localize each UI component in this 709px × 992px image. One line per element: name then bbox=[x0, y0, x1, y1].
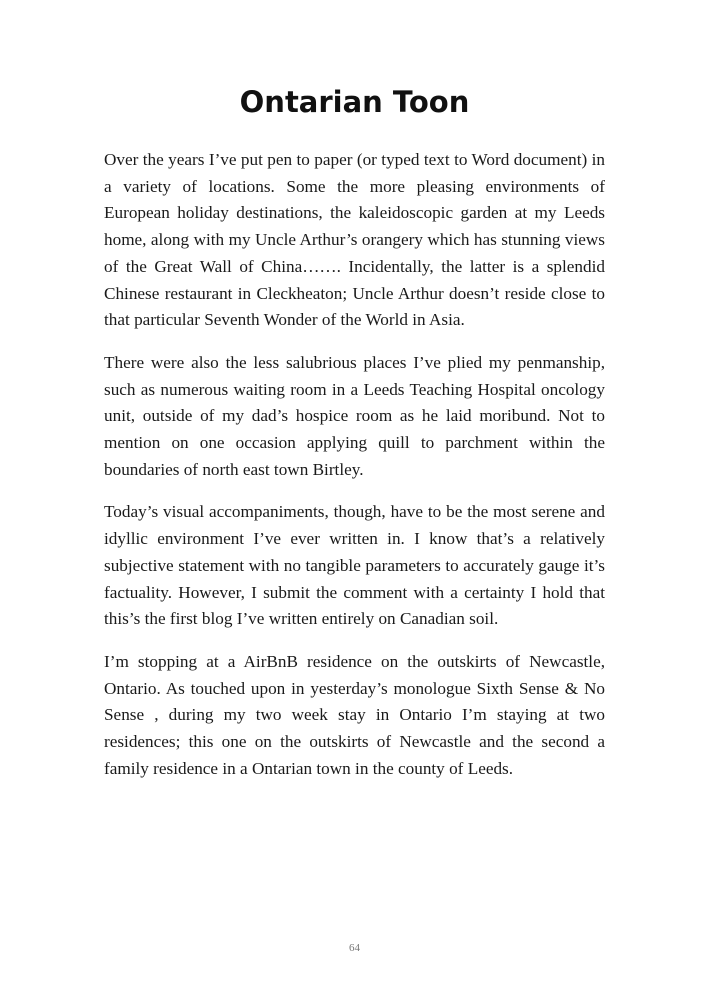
paragraph: Today’s visual accompaniments, though, have to be the most serene and idyllic environment I’ve ever written in. I know that’s a relatively subjective statement with no tangible parameters to accurately gauge it’s factuality. However, I submit the comment with a certainty I hold that this’s the first blog I’ve written entirely on Canadian soil. bbox=[104, 502, 605, 629]
page-title: Ontarian Toon bbox=[239, 85, 470, 119]
paragraph: I’m stopping at a AirBnB residence on the outskirts of Newcastle, Ontario. As touched upon in yesterday’s monologue Sixth Sense & No Sense , during my two week stay in Ontario I’m staying at two residences; this one on the outskirts of Newcastle and the second a family residence in a Ontarian town in the county of Leeds. bbox=[104, 651, 605, 778]
paragraph: There were also the less salubrious places I’ve plied my penmanship, such as numerous waiting room in a Leeds Teaching Hospital oncology unit, outside of my dad’s hospice room as he laid moribund. Not to mention on one occasion applying quill to parchment within the boundaries of north east town Birtley. bbox=[104, 352, 605, 479]
paragraph: Over the years I’ve put pen to paper (or typed text to Word document) in a variety of locations. Some the more pleasing environments of European holiday destinations, the kaleidoscopic garden at my Leeds home, along with my Uncle Arthur’s orangery which has stunning views of the Great Wall of China……. Incidentally, the latter is a splendid Chinese restaurant in Cleckheaton; Uncle Arthur doesn’t reside close to that particular Seventh Wonder of the World in Asia. bbox=[104, 150, 605, 330]
page-number: 64 bbox=[349, 942, 360, 954]
body-text bbox=[104, 147, 605, 798]
